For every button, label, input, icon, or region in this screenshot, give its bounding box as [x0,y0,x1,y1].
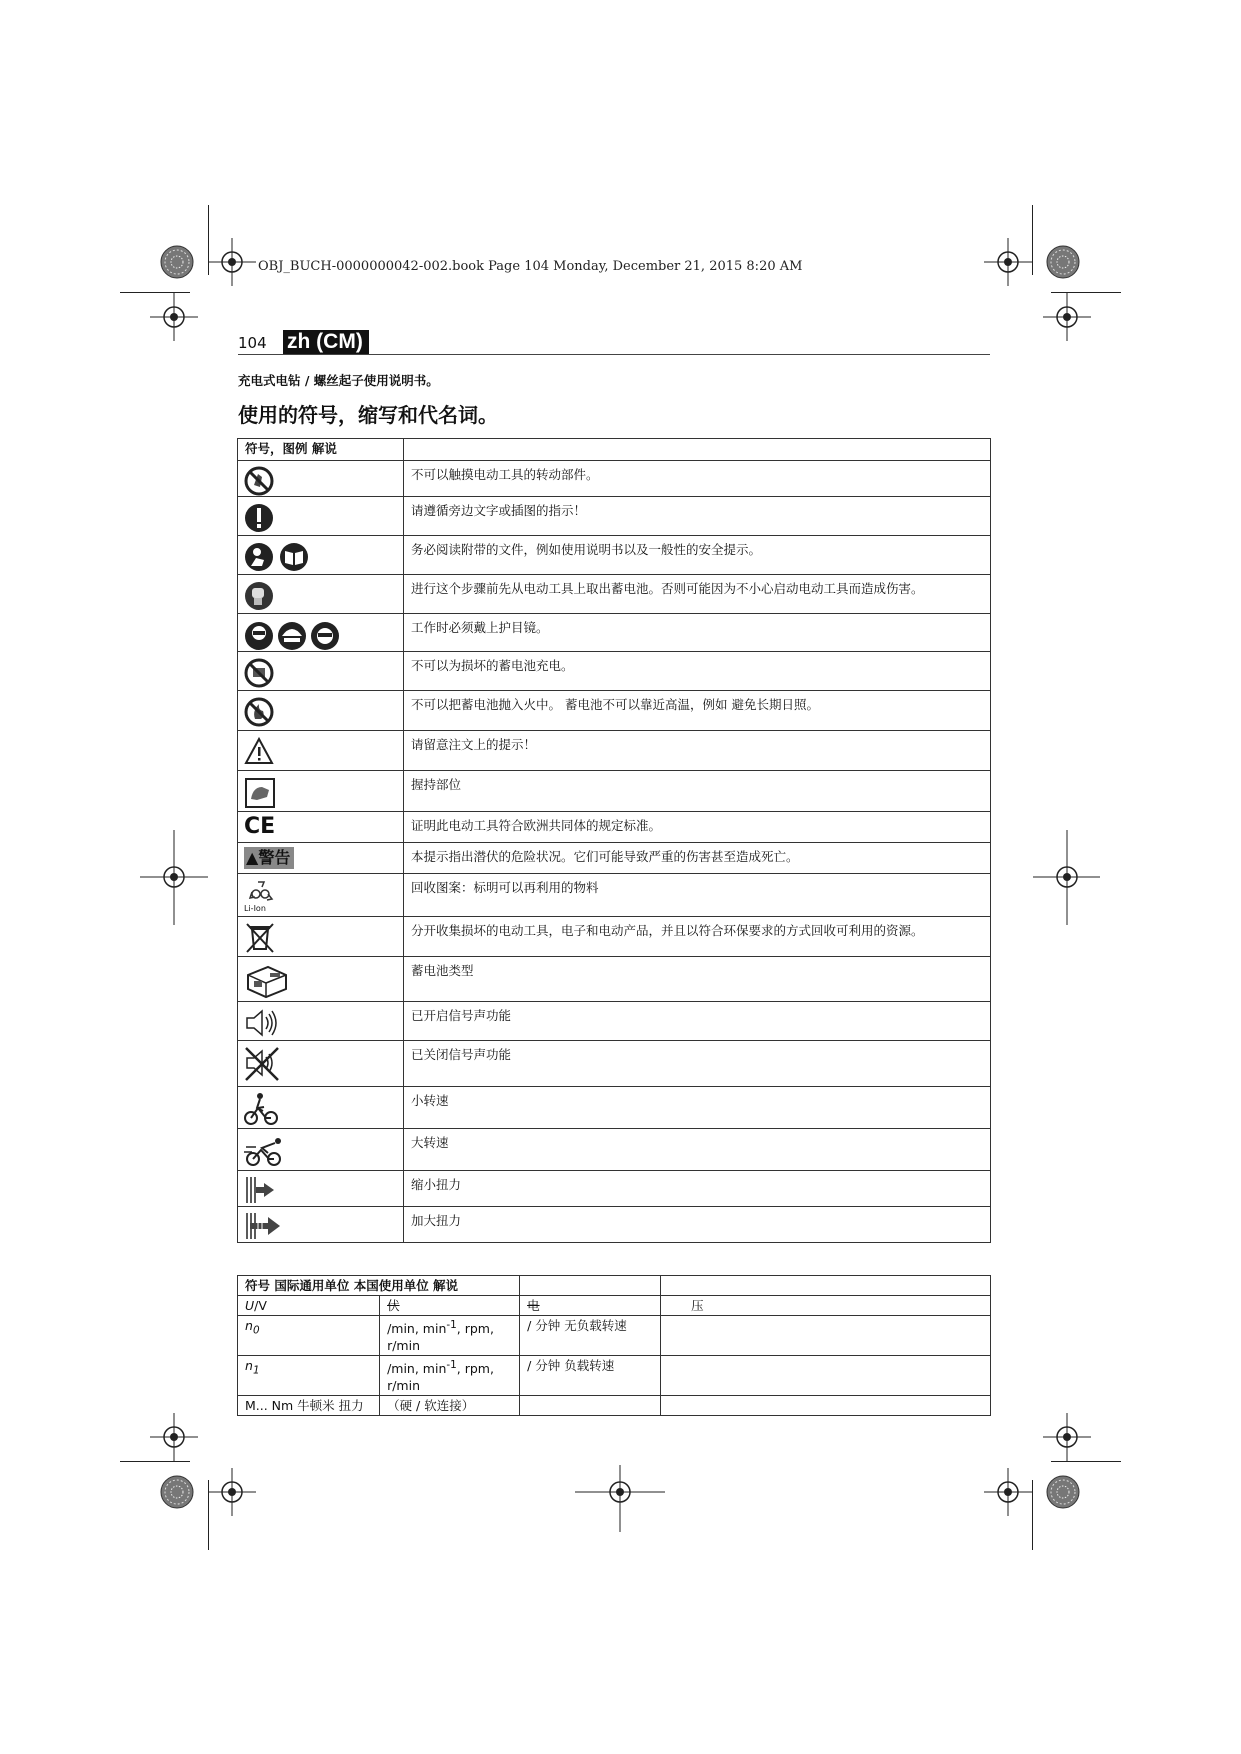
symbol-description: 缩小扭力 [404,1171,991,1207]
protective-equipment-icon [244,618,344,652]
unit-local: 电 [520,1296,661,1316]
low-speed-icon [244,1091,284,1127]
no-fire-battery-icon [244,695,278,729]
table-row [238,691,991,731]
units-table [237,1275,991,1416]
weee-bin-icon [244,921,278,955]
symbol-description: 证明此电动工具符合欧洲共同体的规定标准。 [404,812,991,843]
unit-symbol: $n_1$ [238,1356,380,1396]
unit-explanation: 压 [661,1296,991,1316]
no-touch-rotating-icon [244,465,278,497]
symbols-table [237,438,991,1243]
table-row [238,1356,991,1396]
table-row [238,652,991,691]
unit-symbol: U/V [238,1296,380,1316]
unit-symbol: $n_0$ [238,1316,380,1356]
symbol-description: 请留意注文上的提示！ [404,731,991,771]
table-row [238,575,991,614]
symbol-description: 加大扭力 [404,1207,991,1243]
symbol-description: 务必阅读附带的文件，例如使用说明书以及一般性的安全提示。 [404,536,991,575]
unit-explanation [661,1356,991,1396]
table-row [238,1296,991,1316]
symbol-description: 蓄电池类型 [404,957,991,1002]
table-header-cell [404,439,991,461]
warning-label-icon: ▲警告 [244,847,294,869]
table-row [238,1087,991,1129]
section-title: 使用的符号，缩写和代名词。 [238,403,498,427]
warning-label-triangle-icon: ▲ [246,848,259,867]
warning-triangle-icon [244,735,278,769]
symbol-description: 不可以为损坏的蓄电池充电。 [404,652,991,691]
mandatory-instruction-icon [244,501,278,535]
symbol-description: 不可以把蓄电池抛入火中。 蓄电池不可以靠近高温，例如 避免长期日照。 [404,691,991,731]
unit-local [520,1396,661,1416]
table-header-cell: 符号，图例 解说 [238,439,404,461]
symbol-description: 进行这个步骤前先从电动工具上取出蓄电池。否则可能因为不小心启动电动工具而造成伤害。 [404,575,991,614]
symbol-description: 已开启信号声功能 [404,1002,991,1041]
table-row [238,812,991,843]
table-row [238,1316,991,1356]
unit-explanation [661,1396,991,1416]
table-header-row [238,439,991,461]
table-row [238,1129,991,1171]
remove-battery-icon [244,579,278,613]
symbol-description: 不可以触摸电动工具的转动部件。 [404,461,991,497]
battery-pack-icon [244,961,290,1001]
symbol-description: 请遵循旁边文字或插图的指示！ [404,497,991,536]
read-manual-icon [244,540,314,574]
unit-international: （硬 / 软连接） [380,1396,520,1416]
table-row [238,1171,991,1207]
table-row [238,536,991,575]
table-row [238,497,991,536]
table-header-cell [520,1276,661,1296]
table-row [238,1207,991,1243]
table-row [238,771,991,812]
symbol-description: 大转速 [404,1129,991,1171]
high-torque-icon [244,1211,288,1241]
table-row [238,1041,991,1087]
symbol-description: 本提示指出潜伏的危险状况。它们可能导致严重的伤害甚至造成死亡。 [404,843,991,874]
unit-international: /min, $\min^{-1}$, rpm, r/min [380,1316,520,1356]
symbol-description: 已关闭信号声功能 [404,1041,991,1087]
document-subtitle: 充电式电钻 / 螺丝起子使用说明书。 [238,373,439,388]
page-number: 104 [238,334,267,352]
language-badge: zh (CM) [283,330,369,355]
symbol-description: 回收图案：标明可以再利用的物料 [404,874,991,917]
sound-on-icon [244,1006,284,1040]
ce-mark-icon: CE [244,814,276,839]
book-file-header: OBJ_BUCH-0000000042-002.book Page 104 Monday, December 21, 2015 8:20 AM [258,259,803,274]
table-row [238,917,991,957]
table-row [238,1396,991,1416]
table-header-row [238,1276,991,1296]
no-charge-damaged-battery-icon [244,656,278,690]
unit-international: 伏 [380,1296,520,1316]
symbol-description: 握持部位 [404,771,991,812]
li-ion-label: Li-Ion [244,904,266,913]
header-rule [238,354,990,355]
table-row [238,461,991,497]
table-row [238,614,991,652]
table-row [238,874,991,917]
low-torque-icon [244,1175,284,1205]
table-header-cell [661,1276,991,1296]
grip-area-icon [244,775,278,809]
unit-local: / 分钟 负载转速 [520,1356,661,1396]
table-row [238,731,991,771]
table-row [238,957,991,1002]
symbol-description: 分开收集损坏的电动工具，电子和电动产品，并且以符合环保要求的方式回收可利用的资源。 [404,917,991,957]
symbol-description: 小转速 [404,1087,991,1129]
unit-explanation [661,1316,991,1356]
table-header-cell: 符号 国际通用单位 本国使用单位 解说 [238,1276,520,1296]
unit-local: / 分钟 无负载转速 [520,1316,661,1356]
sound-off-icon [244,1045,284,1083]
table-row [238,843,991,874]
unit-international: /min, $\min^{-1}$, rpm, r/min [380,1356,520,1396]
high-speed-icon [244,1133,288,1169]
table-row [238,1002,991,1041]
symbol-description: 工作时必须戴上护目镜。 [404,614,991,652]
unit-symbol: M... Nm 牛顿米 扭力 [238,1396,380,1416]
